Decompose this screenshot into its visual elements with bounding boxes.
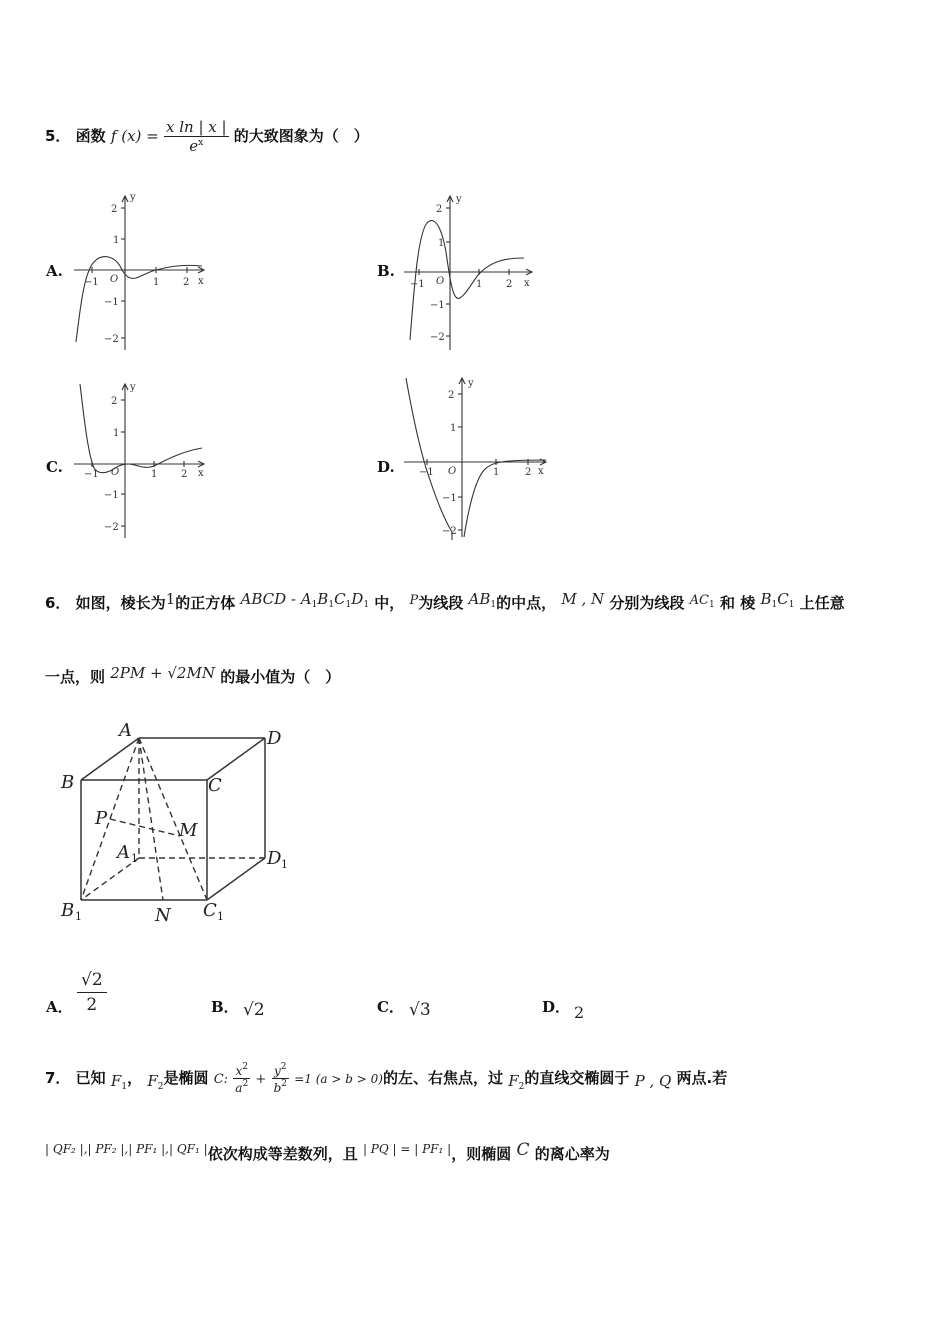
q5-a-y-label: y xyxy=(130,192,136,203)
q6-option-a-label: A． xyxy=(46,998,73,1016)
q6-label-m: M xyxy=(179,820,198,841)
svg-text:1: 1 xyxy=(493,467,500,478)
q7-stem-line1 xyxy=(45,1062,727,1095)
q7-text-1: 已知 xyxy=(75,1069,106,1087)
q6-label-c1: C xyxy=(203,900,217,921)
q5-b-origin: O xyxy=(436,276,445,287)
q5-c-x-label: x xyxy=(198,468,204,479)
svg-text:−2: −2 xyxy=(104,522,119,533)
q5-d-y-label: y xyxy=(468,378,474,389)
q5-lead: 函数 xyxy=(75,127,106,145)
q6-points-mn: M , N xyxy=(561,590,605,608)
q6-label-b: B xyxy=(61,772,75,793)
q6-text-6: 分别为线段 xyxy=(609,594,685,612)
svg-text:2: 2 xyxy=(436,204,443,215)
q6-cube-figure xyxy=(55,718,295,933)
q7-f2: $F_2$ xyxy=(147,1072,164,1092)
q5-fraction xyxy=(164,118,229,155)
q5-number: 5． xyxy=(45,127,71,145)
q6-sub-a1: 1 xyxy=(131,852,138,865)
svg-text:1: 1 xyxy=(113,428,120,439)
q7-comma: ， xyxy=(127,1069,143,1087)
q6-stem-line2 xyxy=(45,664,340,687)
q6-label-b1: B xyxy=(61,900,75,921)
q6-segment-ac1: $AC_1$ xyxy=(689,593,715,610)
q7-number: 7． xyxy=(45,1069,71,1087)
q7-f1: $F_1$ xyxy=(110,1072,128,1092)
q6-text-2: 的正方体 xyxy=(175,594,236,612)
q7-points-pq: P , Q xyxy=(634,1072,672,1090)
q6-option-a-value: $\frac{√2}{2}$ xyxy=(77,970,107,1015)
q7-stem-line2 xyxy=(45,1140,610,1164)
q6-text-9: 一点，则 xyxy=(45,668,106,686)
q6-expression: 2PM + √2MN xyxy=(110,664,215,682)
q7-condition: | PQ | = | PF₁ | xyxy=(362,1142,452,1156)
q6-option-d-value: 2 xyxy=(574,1003,585,1022)
svg-text:2: 2 xyxy=(181,469,188,480)
q6-text-5: 的中点， xyxy=(496,594,557,612)
q5-b-y-label: y xyxy=(456,194,462,205)
q7-text-5: 两点.若 xyxy=(676,1069,728,1087)
q6-text-8: 上任意 xyxy=(799,594,845,612)
svg-text:−1: −1 xyxy=(84,469,99,480)
svg-text:2: 2 xyxy=(525,467,532,478)
q7-sequence: | QF₂ |,| PF₂ |,| PF₁ |,| QF₁ | xyxy=(45,1142,208,1156)
svg-text:−2: −2 xyxy=(104,334,119,345)
q5-b-x-label: x xyxy=(524,278,530,289)
svg-text:2: 2 xyxy=(111,396,118,407)
q7-text-4: 的直线交椭圆于 xyxy=(524,1069,630,1087)
q6-sub-d1: 1 xyxy=(281,858,288,871)
q5-graph-d xyxy=(400,372,550,542)
svg-text:2: 2 xyxy=(448,390,455,401)
q5-option-c-label: C. xyxy=(46,458,63,476)
svg-text:1: 1 xyxy=(450,423,457,434)
q6-label-d1: D xyxy=(267,848,282,869)
svg-text:−1: −1 xyxy=(104,297,119,308)
q7-text-6: 依次构成等差数列，且 xyxy=(207,1145,358,1163)
q5-c-origin: O xyxy=(111,467,120,478)
q6-number: 6． xyxy=(45,594,71,612)
svg-text:−1: −1 xyxy=(442,493,457,504)
svg-text:1: 1 xyxy=(153,277,160,288)
q5-d-origin: O xyxy=(448,466,457,477)
q6-edge-length: 1 xyxy=(165,590,176,608)
svg-text:−2: −2 xyxy=(430,332,445,343)
q5-a-x-label: x xyxy=(198,276,204,287)
svg-text:−1: −1 xyxy=(430,300,445,311)
q7-ellipse-c: C xyxy=(516,1140,530,1160)
svg-text:1: 1 xyxy=(476,279,483,290)
q6-label-a1: A xyxy=(117,842,130,863)
q6-option-b-value: √2 xyxy=(243,1000,265,1020)
q6-stem-line1 xyxy=(45,590,845,613)
q7-equation-rhs: =1 (a > b > 0) xyxy=(294,1072,383,1086)
svg-text:−1: −1 xyxy=(419,467,434,478)
q5-stem xyxy=(45,118,369,155)
q6-option-d-label: D． xyxy=(542,998,571,1016)
q6-option-c-label: C． xyxy=(377,998,404,1016)
q6-point-p: P xyxy=(409,593,419,608)
q5-option-a-label: A. xyxy=(46,262,63,280)
q7-plus: + xyxy=(255,1072,267,1087)
q6-sub-c1: 1 xyxy=(217,910,224,923)
q6-text-4: 为线段 xyxy=(418,594,464,612)
q6-option-b-label: B． xyxy=(211,998,239,1016)
q5-option-d-label: D. xyxy=(377,458,395,476)
q7-text-2: 是椭圆 xyxy=(163,1069,209,1087)
q5-fx: f (x) = xyxy=(110,127,159,145)
svg-text:1: 1 xyxy=(438,238,445,249)
q6-label-n: N xyxy=(155,905,171,926)
q7-frac-y: $\frac{y^2}{b^2}$ xyxy=(273,1062,287,1095)
svg-text:−1: −1 xyxy=(104,490,119,501)
q5-option-b-label: B. xyxy=(377,262,395,280)
q6-text-1: 如图，棱长为 xyxy=(75,594,166,612)
q7-f2-b: $F_2$ xyxy=(508,1072,525,1092)
svg-text:2: 2 xyxy=(506,279,513,290)
q5-d-x-label: x xyxy=(538,466,544,477)
q7-ellipse-name: C: xyxy=(213,1072,229,1087)
q5-tail: 的大致图象为（ ） xyxy=(233,127,369,145)
svg-text:1: 1 xyxy=(113,235,120,246)
q6-text-10: 的最小值为（ ） xyxy=(220,668,341,686)
q5-c-y-label: y xyxy=(130,382,136,393)
q5-graph-a xyxy=(70,190,210,355)
q6-edge-b1c1: $B_1C_1$ xyxy=(760,590,795,610)
q5-denominator: $e^x$ xyxy=(189,137,204,155)
q6-label-p: P xyxy=(95,808,108,829)
q6-text-7: 和 棱 xyxy=(719,594,756,612)
q6-sub-b1: 1 xyxy=(75,910,82,923)
q6-text-3: 中， xyxy=(374,594,405,612)
q5-graph-b xyxy=(400,190,540,355)
q6-label-a: A xyxy=(119,720,132,741)
svg-text:−1: −1 xyxy=(84,277,99,288)
svg-text:2: 2 xyxy=(183,277,190,288)
q7-frac-x: $\frac{x^2}{a^2}$ xyxy=(235,1062,249,1095)
svg-text:1: 1 xyxy=(151,469,158,480)
q5-graph-c xyxy=(70,378,210,543)
q6-option-c-value: √3 xyxy=(409,1000,431,1020)
q7-text-8: 的离心率为 xyxy=(534,1145,610,1163)
q7-text-3: 的左、右焦点，过 xyxy=(382,1069,503,1087)
q6-segment-ab1: $AB_1$ xyxy=(468,590,497,610)
q6-cube-name: ABCD - $A_1B_1C_1D_1$ xyxy=(240,590,370,610)
svg-text:−1: −1 xyxy=(410,279,425,290)
q6-label-d: D xyxy=(267,728,282,749)
q7-text-7: ，则椭圆 xyxy=(451,1145,512,1163)
svg-text:−2: −2 xyxy=(442,526,457,537)
q5-a-origin: O xyxy=(110,274,119,285)
q6-label-c: C xyxy=(208,775,222,796)
svg-text:2: 2 xyxy=(111,204,118,215)
q5-numerator: x ln | x | xyxy=(165,118,227,136)
